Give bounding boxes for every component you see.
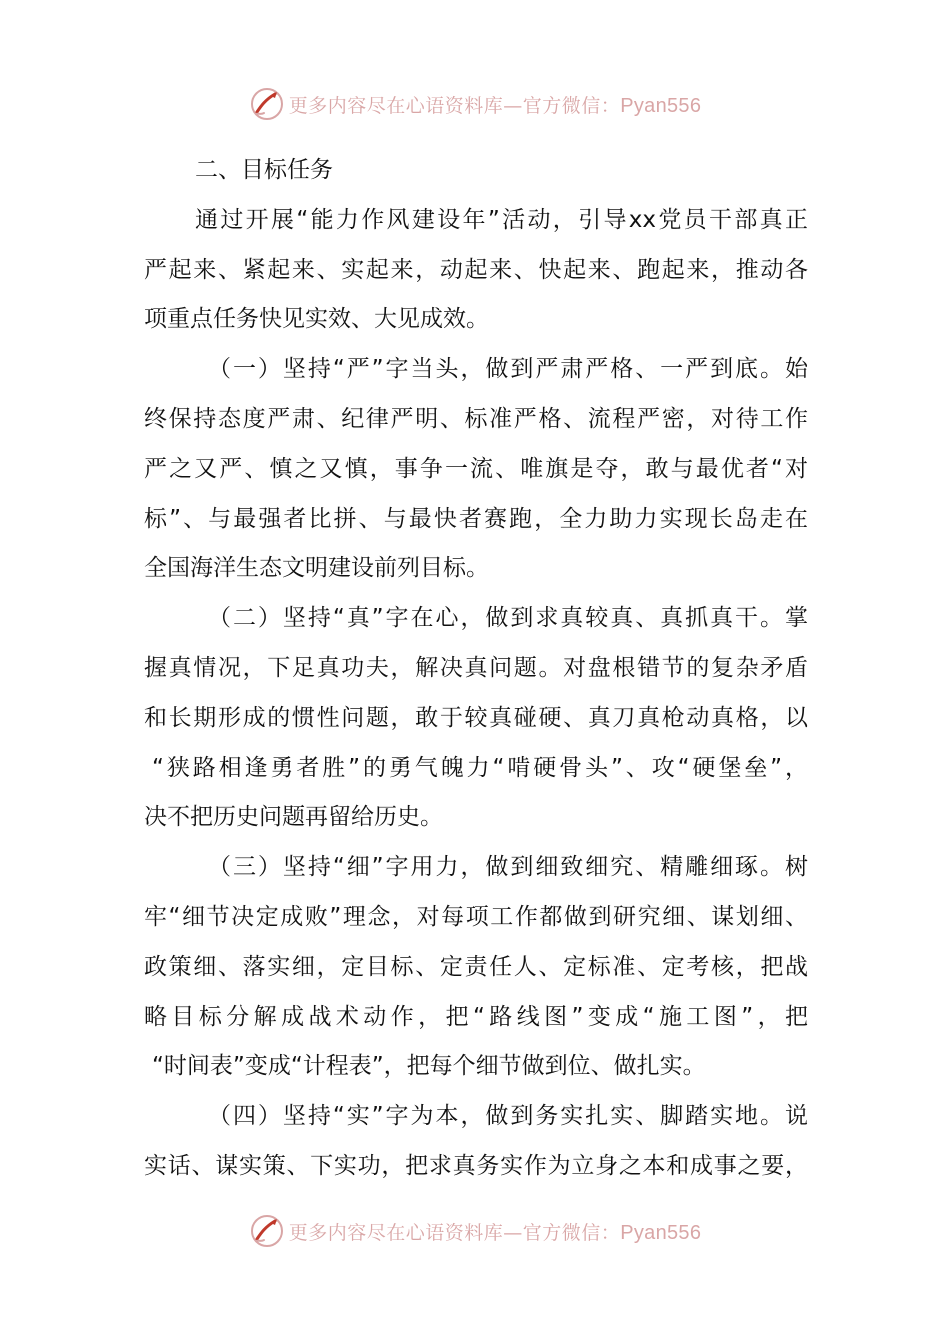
text-line: 政策细、落实细，定目标、定责任人、定标准、定考核，把战 xyxy=(144,953,808,980)
watermark-wechat-id: Pyan556 xyxy=(620,94,702,117)
text-line: 全国海洋生态文明建设前列目标。 xyxy=(144,555,489,582)
watermark-caption: 更多内容尽在心语资料库—官方微信： xyxy=(288,94,621,117)
watermark-wechat-id: Pyan556 xyxy=(620,1221,702,1244)
text-line: 通过开展“能力作风建设年”活动，引导xx党员干部真正 xyxy=(195,206,808,233)
watermark-header xyxy=(0,84,950,124)
text-line: 严起来、紧起来、实起来，动起来、快起来、跑起来，推动各 xyxy=(144,256,808,283)
watermark-footer xyxy=(0,1211,950,1251)
text-line: 决不把历史问题再留给历史。 xyxy=(144,804,443,831)
text-line: 和长期形成的惯性问题，敢于较真碰硬、真刀真枪动真格，以 xyxy=(144,704,808,731)
text-line: 标”、与最强者比拼、与最快者赛跑，全力助力实现长岛走在 xyxy=(144,505,808,532)
document-body xyxy=(144,146,808,1192)
paragraph-strict xyxy=(144,345,808,594)
section-heading: 二、目标任务 xyxy=(195,157,333,183)
text-line: “狭路相逢勇者胜”的勇气魄力“啃硬骨头”、攻“硬堡垒”， xyxy=(152,754,808,781)
pen-logo-icon xyxy=(249,86,285,122)
paragraph-intro xyxy=(144,196,808,345)
paragraph-detail xyxy=(144,843,808,1092)
text-line: 严之又严、慎之又慎，事争一流、唯旗是夺，敢与最优者“对 xyxy=(144,455,808,482)
text-line: 实话、谋实策、下实功，把求真务实作为立身之本和成事之要， xyxy=(144,1152,808,1179)
paragraph-practical xyxy=(144,1092,808,1192)
text-line: “时间表”变成“计程表”，把每个细节做到位、做扎实。 xyxy=(152,1053,706,1080)
paragraph-truth xyxy=(144,594,808,843)
text-line: （一）坚持“严”字当头，做到严肃严格、一严到底。始 xyxy=(208,356,808,383)
text-line: （三）坚持“细”字用力，做到细致细究、精雕细琢。树 xyxy=(208,854,808,881)
text-line: 终保持态度严肃、纪律严明、标准严格、流程严密，对待工作 xyxy=(144,405,808,432)
text-line: （四）坚持“实”字为本，做到务实扎实、脚踏实地。说 xyxy=(208,1103,808,1130)
pen-logo-icon xyxy=(249,1213,285,1249)
text-line: 略目标分解成战术动作，把“路线图”变成“施工图”，把 xyxy=(144,1003,808,1030)
text-line: 握真情况，下足真功夫，解决真问题。对盘根错节的复杂矛盾 xyxy=(144,654,808,681)
text-line: 牢“细节决定成败”理念，对每项工作都做到研究细、谋划细、 xyxy=(144,903,808,930)
text-line: 项重点任务快见实效、大见成效。 xyxy=(144,306,489,333)
watermark-text xyxy=(289,91,702,118)
text-line: （二）坚持“真”字在心，做到求真较真、真抓真干。掌 xyxy=(208,605,808,632)
watermark-text xyxy=(289,1218,702,1245)
watermark-caption: 更多内容尽在心语资料库—官方微信： xyxy=(288,1221,621,1244)
